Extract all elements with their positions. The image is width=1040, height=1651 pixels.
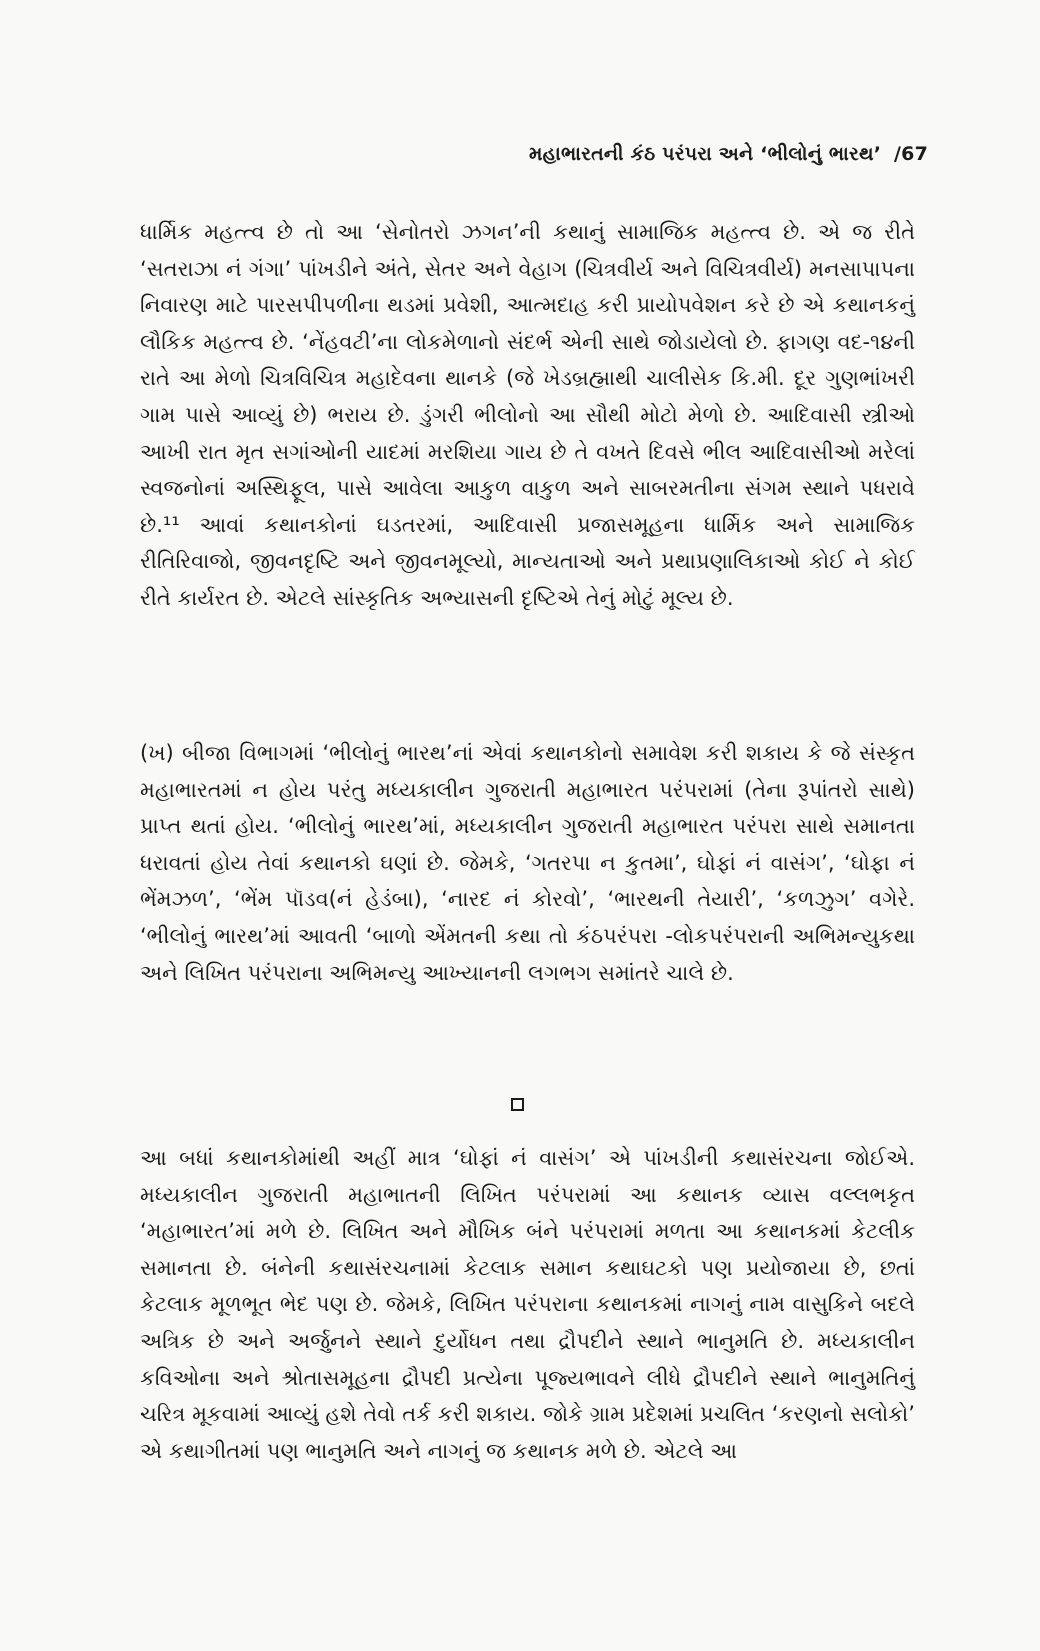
page-number: /67: [894, 143, 928, 165]
hollow-square-icon: [511, 1098, 524, 1111]
running-header: [529, 143, 928, 165]
paragraph: આ બધાં કથાનકોમાંથી અહીં માત્ર ‘ઘોફાં નં વાસંગ’ એ પાંખડીની કથાસંરચના જોઈએ. મધ્યકાલીન ગુજરાતી મહાભાતની લિખિત પરંપરામાં આ કથાનક વ્યાસ વલ્લભકૃત ‘મહાભારત’માં મળે છે. લિખિત અને મૌખિક બંને પરંપરામાં મળતા આ કથાનકમાં કેટલીક સમાનતા છે. બંનેની કથાસંરચનામાં કેટલાક સમાન કથાઘટકો પણ પ્રયોજાયા છે, છતાં કેટલાક મૂળભૂત ભેદ પણ છે. જેમકે, લિખિત પરંપરાના કથાનકમાં નાગનું નામ વાસુકિને બદલે અત્રિક છે અને અર્જુનને સ્થાને દુર્યોધન તથા દ્રૌપદીને સ્થાને ભાનુમતિ છે. મધ્યકાલીન કવિઓના અને શ્રોતાસમૂહના દ્રૌપદી પ્રત્યેના પૂજ્યભાવને લીધે દ્રૌપદીને સ્થાને ભાનુમતિનું ચરિત્ર મૂકવામાં આવ્યું હશે તેવો તર્ક કરી શકાય. જોકે ગ્રામ પ્રદેશમાં પ્રચલિત ‘કરણનો સલોકો’ એ કથાગીતમાં પણ ભાનુમતિ અને નાગનું જ કથાનક મળે છે. એટલે આ: [140, 1146, 915, 1463]
running-title: મહાભારતની કંઠ પરંપરા અને ‘ભીલોનું ભારથ’: [529, 143, 882, 165]
paragraph: ધાર્મિક મહત્ત્વ છે તો આ ‘સેનોતરો ઝગન’ની કથાનું સામાજિક મહત્ત્વ છે. એ જ રીતે ‘સતરાઝા નં ગંગા’ પાંખડીને અંતે, સેતર અને વેહાગ (ચિત્રવીર્ય અને વિચિત્રવીર્ય) મનસાપાપના નિવારણ માટે પારસપીપળીના થડમાં પ્રવેશી, આત્મદાહ કરી પ્રાયોપવેશન કરે છે એ કથાનકનું લૌકિક મહત્ત્વ છે. ‘નેંહવટી’ના લોકમેળાનો સંદર્ભ એની સાથે જોડાયેલો છે. ફાગણ વદ-૧૪ની રાતે આ મેળો ચિત્રવિચિત્ર મહાદેવના થાનકે (જે ખેડબ્રહ્માથી ચાલીસેક કિ.મી. દૂર ગુણભાંખરી ગામ પાસે આવ્યું છે) ભરાય છે. ડુંગરી ભીલોનો આ સૌથી મોટો મેળો છે. આદિવાસી સ્ત્રીઓ આખી રાત મૃત સગાંઓની યાદમાં મરશિયા ગાય છે તે વખતે દિવસે ભીલ આદિવાસીઓ મરેલાં સ્વજનોનાં અસ્થિફૂલ, પાસે આવેલા આકુળ વાકુળ અને સાબરમતીના સંગમ સ્થાને પધરાવે છે.¹¹ આવાં કથાનકોનાં ઘડતરમાં, આદિવાસી પ્રજાસમૂહના ધાર્મિક અને સામાજિક રીતિરિવાજો, જીવનદૃષ્ટિ અને જીવનમૂલ્યો, માન્યતાઓ અને પ્રથાપ્રણાલિકાઓ કોઈ ને કોઈ રીતે કાર્યરત છે. એટલે સાંસ્કૃતિક અભ્યાસની દૃષ્ટિએ તેનું મોટું મૂલ્ય છે.: [140, 220, 915, 610]
paragraph: (ખ) બીજા વિભાગમાં ‘ભીલોનું ભારથ’નાં એવાં કથાનકોનો સમાવેશ કરી શકાય કે જે સંસ્કૃત મહાભારતમાં ન હોય પરંતુ મધ્યકાલીન ગુજરાતી મહાભારત પરંપરામાં (તેના રૂપાંતરો સાથે) પ્રાપ્ત થતાં હોય. ‘ભીલોનું ભારથ’માં, મધ્યકાલીન ગુજરાતી મહાભારત પરંપરા સાથે સમાનતા ધરાવતાં હોય તેવાં કથાનકો ઘણાં છે. જેમકે, ‘ગતરપા ન કુતમા’, ઘોફાં નં વાસંગ’, ‘ઘોફા નં ભેંમઝળ’, ‘ભેંમ પૉડવ(નં હેડંબા), ‘નારદ નં કોરવો’, ‘ભારથની તેયારી’, ‘કળઝુગ’ વગેરે. ‘ભીલોનું ભારથ’માં આવતી ‘બાળો એંમતની કથા તો કંઠપરંપરા -લોકપરંપરાની અભિમન્યુકથા અને લિખિત પરંપરાના અભિમન્યુ આખ્યાનની લગભગ સમાંતરે ચાલે છે.: [140, 741, 915, 985]
